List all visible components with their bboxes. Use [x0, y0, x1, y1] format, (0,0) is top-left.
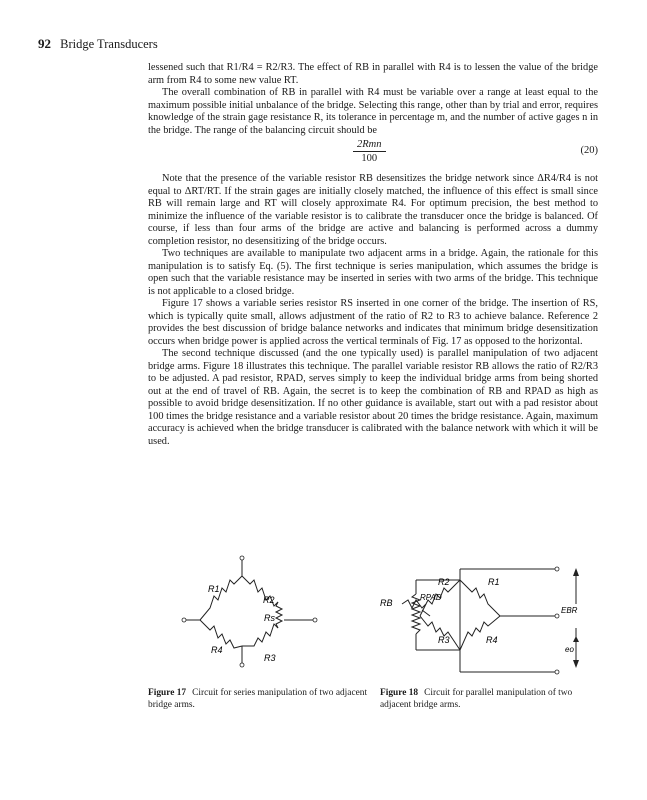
figure-17-caption	[148, 688, 383, 711]
label-r1: R1	[488, 577, 500, 587]
paragraph: lessened such that R1/R4 = R2/R3. The effect of RB in parallel with R4 is to lessen the value of the bridge arm from R4 to some new value RT.	[148, 62, 598, 86]
paragraph: Two techniques are available to manipulate two adjacent arms in a bridge. Again, the rationale for this manipulation is to satisfy Eq. (5). The first technique is series manipulation, which assumes the bridge is open such that the variable resistance may be inserted in series with two arms of the bridge. This technique is not applicable to a closed bridge.	[148, 248, 598, 297]
label-r4: R4	[486, 635, 498, 645]
label-rs: Rs	[264, 613, 275, 623]
label-r3: R3	[264, 653, 276, 663]
running-header	[38, 36, 158, 52]
label-r1: R1	[208, 584, 220, 594]
paragraph: Note that the presence of the variable resistor RB desensitizes the bridge network since ΔR4/R4 is not equal to ΔRT/RT. If the strain gages are initially closely matched, the influence of this effect is small since RB will remain large and RT will closely approximate R4. For optimum precision, the best method to minimize the influence of the variable resistor is to calibrate the transducer once the bridge is balanced. Of course, if less than four arms of the bridge are active and balancing is performed across a dummy completion resistor, no desensitizing of the bridge occurs.	[148, 173, 598, 247]
caption-label: Figure 17	[148, 688, 187, 698]
paragraph: The overall combination of RB in parallel with R4 must be variable over a range at least equal to the maximum possible initial unbalance of the bridge. Selecting this range, other than by trial and error, requires knowledge of the strain gage resistance R, its tolerance in percentage m, and the number of active gages n in the bridge. The range of the balancing circuit should be	[148, 87, 598, 136]
label-r2: R2	[263, 595, 275, 605]
equation-20	[148, 138, 598, 170]
label-ebr: EBR	[561, 606, 578, 615]
label-eo: eo	[565, 645, 574, 654]
figure-18-diagram	[360, 560, 590, 680]
label-r4: R4	[211, 645, 223, 655]
page-number: 92	[38, 36, 51, 51]
equation-fraction	[353, 138, 386, 166]
label-r2: R2	[438, 577, 450, 587]
caption-text: Circuit for parallel manipulation of two adjacent bridge arms.	[380, 688, 573, 710]
caption-label: Figure 18	[380, 688, 419, 698]
body-text	[148, 62, 598, 448]
label-r3: R3	[438, 635, 450, 645]
figure-17-diagram	[178, 550, 328, 670]
paragraph: The second technique discussed (and the one typically used) is parallel manipulation of two adjacent bridge arms. Figure 18 illustrates this technique. The parallel variable resistor RB allows the ratio of R2/R3 to be adjusted. A pad resistor, RPAD, serves simply to keep the individual bridge arms from being shorted out at the end of travel of RB. Again, the secret is to keep the combination of RB and RPAD as high as possible to avoid bridge desensitization. If no other guidance is available, start out with a pad resistor about 100 times the bridge resistance and a variable resistor about 20 times the bridge resistance. Again, maximum accuracy is achieved when the bridge transducer is calibrated with the balance network with which it will be used.	[148, 348, 598, 447]
paragraph: Figure 17 shows a variable series resistor RS inserted in one corner of the bridge. The insertion of RS, which is typically quite small, allows adjustment of the ratio of R2 to R3 to achieve balance. Reference 2 provides the best discussion of bridge balance networks and indicates that minimum bridge desensitization occurs when bridge power is applied across the vertical terminals of Fig. 17 as opposed to the horizontal.	[148, 298, 598, 347]
caption-text: Circuit for series manipulation of two adjacent bridge arms.	[148, 688, 368, 710]
running-title: Bridge Transducers	[60, 37, 158, 51]
figure-18-caption	[380, 688, 600, 711]
equation-number: (20)	[580, 145, 598, 156]
label-rpad: RPAD	[420, 593, 442, 602]
equation-numerator: 2Rmn	[353, 138, 386, 152]
equation-denominator: 100	[361, 153, 378, 164]
label-rb: RB	[380, 598, 393, 608]
